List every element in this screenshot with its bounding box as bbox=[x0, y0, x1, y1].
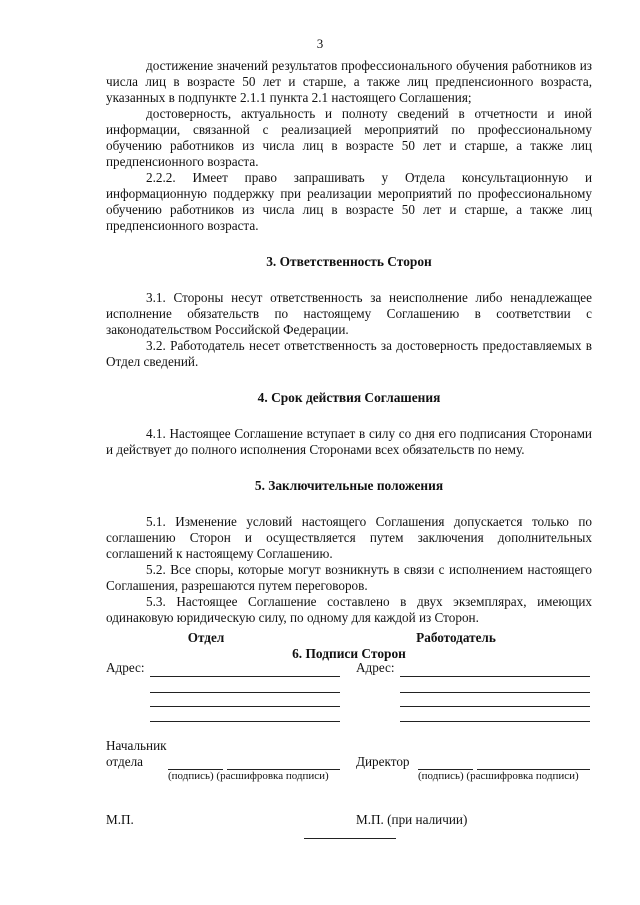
paragraph-5-3: 5.3. Настоящее Соглашение составлено в двух экземплярах, имеющих одинаковую юридическую силу, по одному для каждой из Сторон. bbox=[106, 594, 592, 625]
paragraph-result-indicators: достижение значений результатов профессионального обучения работников из числа лиц в возрасте 50 лет и старше, а также лиц предпенсионного возраста, указанных в подпункте 2.1.1 пункта 2.1 настоящего Соглашения; bbox=[106, 58, 592, 105]
department-address-line-4 bbox=[150, 721, 340, 722]
department-address-line-1 bbox=[150, 676, 340, 677]
section-6-heading: 6. Подписи Сторон bbox=[292, 646, 406, 661]
footer-separator-line bbox=[304, 838, 396, 839]
department-stamp-label: М.П. bbox=[106, 812, 134, 827]
department-address-label: Адрес: bbox=[106, 660, 145, 675]
paragraph-3-1: 3.1. Стороны несут ответственность за неисполнение либо ненадлежащее исполнение обязательств по настоящему Соглашению в соответствии с законодательством Российской Федерации. bbox=[106, 290, 592, 337]
employer-address-line-2 bbox=[400, 692, 590, 693]
department-position-line2: отдела bbox=[106, 754, 144, 769]
document-body bbox=[106, 58, 592, 662]
paragraph-reliability: достоверность, актуальность и полноту сведений в отчетности и иной информации, связанной с реализацией мероприятий по профессиональному обучению работников из числа лиц в возрасте 50 лет и старше, а также лиц предпенсионного возраста. bbox=[106, 106, 592, 169]
department-position-line1: Начальник bbox=[106, 738, 167, 753]
paragraph-4-1: 4.1. Настоящее Соглашение вступает в силу со дня его подписания Сторонами и действует до полного исполнения Сторонами всех обязательств по нему. bbox=[106, 426, 592, 457]
department-signature-caption: (подпись) (расшифровка подписи) bbox=[168, 770, 329, 782]
party-department-title: Отдел bbox=[187, 630, 225, 645]
department-address-line-2 bbox=[150, 692, 340, 693]
paragraph-3-2: 3.2. Работодатель несет ответственность за достоверность предоставляемых в Отдел сведений. bbox=[106, 338, 592, 369]
employer-signature-caption: (подпись) (расшифровка подписи) bbox=[418, 770, 579, 782]
paragraph-2-2-2: 2.2.2. Имеет право запрашивать у Отдела консультационную и информационную поддержку при реализации мероприятий по профессиональному обучению работников из числа лиц в возрасте 50 лет и старше, а также лиц предпенсионного возраста. bbox=[106, 170, 592, 233]
party-employer-title: Работодатель bbox=[416, 630, 496, 645]
department-address-line-3 bbox=[150, 706, 340, 707]
section-3-heading: 3. Ответственность Сторон bbox=[266, 254, 432, 269]
section-5-heading: 5. Заключительные положения bbox=[254, 478, 444, 493]
paragraph-5-2: 5.2. Все споры, которые могут возникнуть в связи с исполнением настоящего Соглашения, разрешаются путем переговоров. bbox=[106, 562, 592, 593]
employer-position: Директор bbox=[356, 754, 410, 769]
employer-address-label: Адрес: bbox=[356, 660, 395, 675]
paragraph-5-1: 5.1. Изменение условий настоящего Соглашения допускается только по соглашению Сторон и осуществляется путем заключения дополнительных соглашений к настоящему Соглашению. bbox=[106, 514, 592, 561]
section-4-heading: 4. Срок действия Соглашения bbox=[257, 390, 441, 405]
employer-address-line-1 bbox=[400, 676, 590, 677]
page-number: 3 bbox=[316, 36, 324, 51]
employer-address-line-4 bbox=[400, 721, 590, 722]
employer-address-line-3 bbox=[400, 706, 590, 707]
employer-stamp-label: М.П. (при наличии) bbox=[356, 812, 468, 827]
